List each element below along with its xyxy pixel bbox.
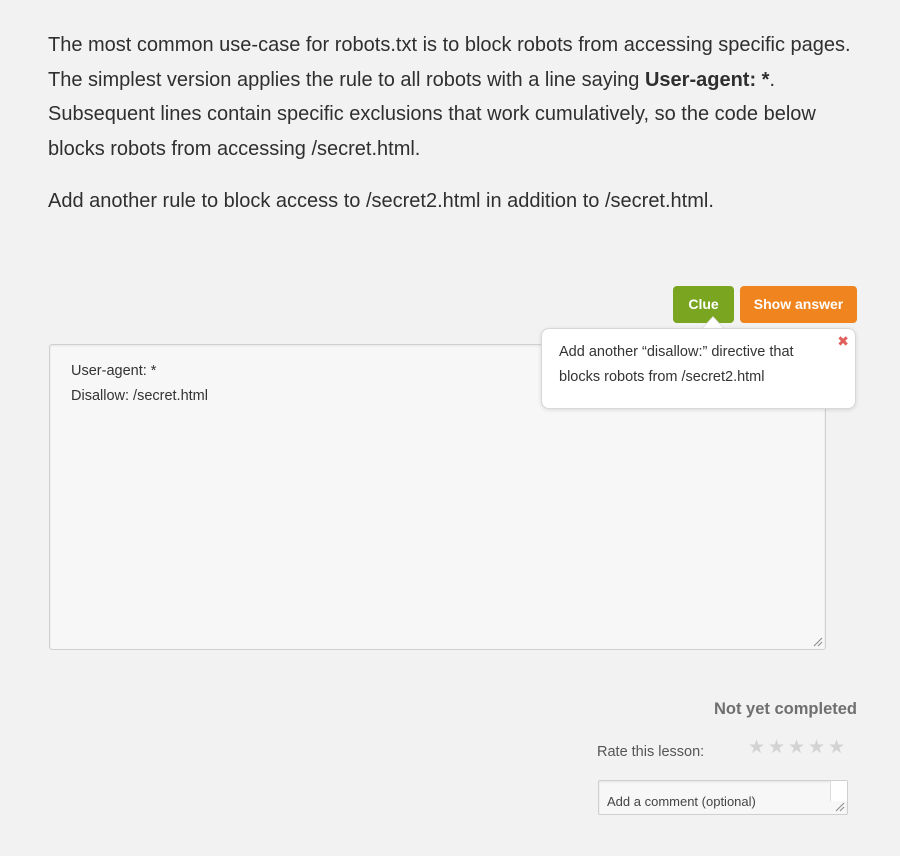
rate-label: Rate this lesson: bbox=[597, 744, 705, 760]
star-icon[interactable]: ★ bbox=[788, 737, 806, 758]
code-line: Disallow: /secret.html bbox=[71, 388, 208, 404]
show-answer-button[interactable]: Show answer bbox=[740, 286, 857, 323]
close-icon[interactable]: ✖ bbox=[837, 333, 849, 349]
comment-corner bbox=[830, 781, 847, 801]
resize-grip-icon[interactable] bbox=[835, 802, 845, 812]
clue-tooltip-text: Add another “disallow:” directive that blocks robots from /secret2.html bbox=[559, 344, 794, 385]
lesson-task: Add another rule to block access to /secret2.html in addition to /secret.html. bbox=[48, 190, 714, 212]
comment-field[interactable] bbox=[598, 780, 848, 815]
intro-text-1: The most common use-case for robots.txt is to block robots from accessing specific pages. The simplest version applies the rule to all robots with a line saying bbox=[48, 34, 851, 91]
star-rating bbox=[748, 738, 847, 757]
intro-text-2: . Subsequent lines contain specific exclusions that work cumulatively, so the code below blocks robots from accessing /secret.html. bbox=[48, 68, 816, 160]
comment-placeholder: Add a comment (optional) bbox=[607, 794, 756, 809]
star-icon[interactable]: ★ bbox=[748, 737, 766, 758]
star-icon[interactable]: ★ bbox=[768, 737, 786, 758]
clue-tooltip bbox=[541, 328, 856, 409]
intro-bold: User-agent: * bbox=[644, 68, 770, 91]
code-line: User-agent: * bbox=[71, 363, 157, 379]
completion-status: Not yet completed bbox=[713, 700, 857, 718]
star-icon[interactable]: ★ bbox=[808, 737, 826, 758]
clue-button[interactable]: Clue bbox=[673, 286, 734, 323]
resize-grip-icon[interactable] bbox=[813, 637, 823, 647]
lesson-intro bbox=[48, 28, 868, 166]
star-icon[interactable]: ★ bbox=[828, 737, 846, 758]
